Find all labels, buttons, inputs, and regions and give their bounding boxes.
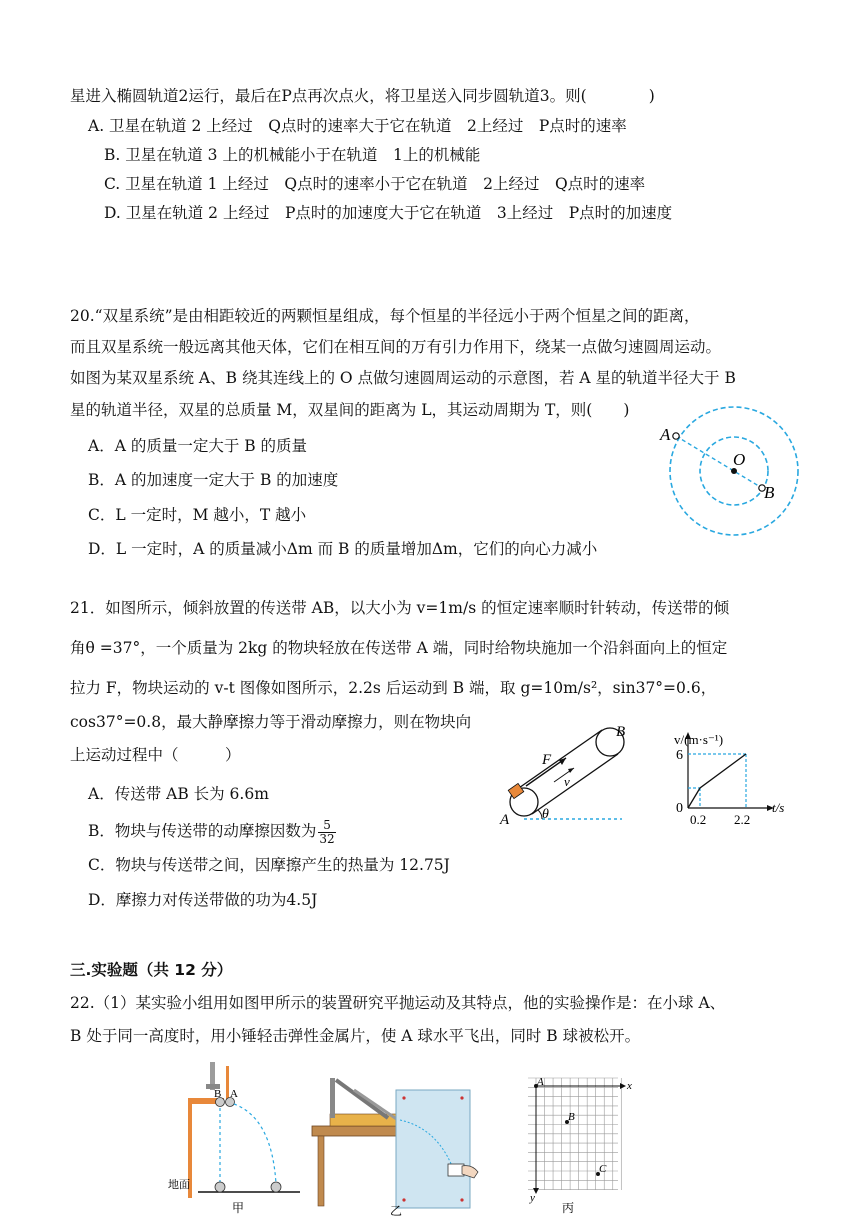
bing-label-c: C	[599, 1163, 607, 1175]
label-v: v	[564, 774, 570, 789]
q21-line-1: 21．如图所示，倾斜放置的传送带 AB，以大小为 v=1m/s 的恒定速率顺时针转动，传送带的倾	[70, 599, 730, 617]
q21-option-b-text: B．物块与传送带的动摩擦因数为	[88, 822, 317, 840]
friction-fraction	[318, 819, 335, 846]
figure-jia	[160, 1056, 300, 1216]
label-o: O	[733, 450, 746, 469]
q21-line-3: 拉力 F，物块运动的 v-t 图像如图所示，2.2s 后运动到 B 端，取 g=10m/s²，sin37°=0.6，	[70, 679, 717, 697]
q19-option-a: A. 卫星在轨道 2 上经过 Q点时的速率大于它在轨道 2上经过 P点时的速率	[88, 117, 627, 135]
fraction-numerator: 5	[318, 819, 335, 833]
a-parabola	[234, 1104, 276, 1184]
label-b: B	[764, 483, 775, 502]
vt-graph	[652, 728, 792, 828]
ball-b-ground	[215, 1182, 225, 1192]
bing-label-b: B	[568, 1111, 575, 1123]
metal-plate	[226, 1066, 229, 1100]
grid	[528, 1078, 621, 1190]
q19-option-c: C. 卫星在轨道 1 上经过 Q点时的速率小于它在轨道 2上经过 Q点时的速率	[104, 175, 646, 193]
vt-ytick-6: 6	[676, 748, 683, 763]
figure-bing	[506, 1076, 646, 1216]
q20-option-b: B．A 的加速度一定大于 B 的加速度	[88, 471, 339, 489]
bing-x: x	[627, 1080, 632, 1092]
q21-option-c: C．物块与传送带之间，因摩擦产生的热量为 12.75J	[88, 856, 450, 874]
q21-line-4: cos37°=0.8，最大静摩擦力等于滑动摩擦力，则在物块向	[70, 713, 472, 731]
vt-ylabel: v/(m·s⁻¹)	[674, 732, 724, 747]
ball-a-ground	[271, 1182, 281, 1192]
board-pin-1	[402, 1096, 405, 1099]
jia-label-b: B	[214, 1088, 222, 1100]
q19-stem-tail: 星进入椭圆轨道2运行，最后在P点再次点火，将卫星送入同步圆轨道3。则( )	[70, 87, 655, 105]
label-b: B	[616, 724, 626, 740]
figure-yi	[306, 1072, 502, 1216]
catcher	[448, 1164, 464, 1176]
q21-option-b	[88, 816, 336, 846]
vt-curve	[688, 754, 746, 808]
q20-line-4: 星的轨道半径，双星的总质量 M，双星间的距离为 L，其运动周期为 T，则( )	[70, 401, 630, 419]
ramp	[336, 1080, 388, 1118]
q20-line-3: 如图为某双星系统 A、B 绕其连线上的 O 点做匀速圆周运动的示意图，若 A 星的轨道半径大于 B	[70, 369, 736, 387]
yi-caption: 乙	[390, 1204, 403, 1216]
vt-xlabel: t/s	[772, 800, 785, 815]
q21-option-d: D．摩擦力对传送带做的功为4.5J	[88, 891, 318, 909]
section-3-title: 三.实验题（共 12 分）	[70, 961, 233, 979]
board-pin-4	[460, 1198, 463, 1201]
q21-option-a: A．传送带 AB 长为 6.6m	[88, 785, 269, 803]
q22-line-2: B 处于同一高度时，用小锤轻击弹性金属片，使 A 球水平飞出，同时 B 球被松开。	[70, 1027, 641, 1045]
table-leg-left	[318, 1136, 324, 1206]
conveyor-belt-figure	[496, 722, 636, 832]
q22-line-1: 22.（1）某实验小组用如图甲所示的装置研究平抛运动及其特点，他的实验操作是：在小球 A、	[70, 994, 726, 1012]
board-pin-2	[460, 1096, 463, 1099]
q21-line-2: 角θ =37°，一个质量为 2kg 的物块轻放在传送带 A 端，同时给物块施加一个沿斜面向上的恒定	[70, 639, 728, 657]
q20-option-d: D．L 一定时，A 的质量减小Δm 而 B 的质量增加Δm，它们的向心力减小	[88, 540, 598, 558]
bing-y: y	[530, 1192, 535, 1204]
label-theta: θ	[542, 807, 549, 822]
connecting-line	[676, 436, 762, 488]
vt-origin: 0	[676, 801, 683, 816]
bing-label-a: A	[537, 1076, 544, 1088]
star-a	[673, 433, 679, 439]
q19-option-b: B. 卫星在轨道 3 上的机械能小于在轨道 1上的机械能	[104, 146, 481, 164]
q20-option-c: C．L 一定时，M 越小，T 越小	[88, 506, 307, 524]
record-board	[396, 1090, 470, 1208]
fraction-denominator: 32	[319, 831, 335, 846]
jia-label-a: A	[230, 1088, 238, 1100]
ramp-post	[330, 1078, 335, 1118]
velocity-arrow-head	[568, 768, 574, 773]
q20-option-a: A．A 的质量一定大于 B 的质量	[88, 437, 308, 455]
vt-xtick-22: 2.2	[734, 812, 751, 827]
jia-caption: 甲	[232, 1201, 245, 1215]
q20-line-2: 而且双星系统一般远离其他天体，它们在相互间的万有引力作用下，绕某一点做匀速圆周运动。	[70, 338, 722, 356]
q20-line-1: 20.“双星系统”是由相距较近的两颗恒星组成，每个恒星的半径远小于两个恒星之间的距离，	[70, 307, 700, 325]
q21-line-5: 上运动过程中（ ）	[70, 746, 241, 764]
label-a: A	[660, 425, 671, 444]
label-a: A	[500, 812, 510, 828]
bing-caption: 丙	[562, 1201, 575, 1215]
ground-label: 地面	[168, 1179, 190, 1191]
binary-star-figure	[650, 400, 810, 540]
board-pin-3	[402, 1198, 405, 1201]
label-f: F	[542, 752, 552, 768]
q19-option-d: D. 卫星在轨道 2 上经过 P点时的加速度大于它在轨道 3上经过 P点时的加速度	[104, 204, 673, 222]
x-axis-arrow	[620, 1083, 626, 1089]
vt-xtick-02: 0.2	[690, 812, 707, 827]
